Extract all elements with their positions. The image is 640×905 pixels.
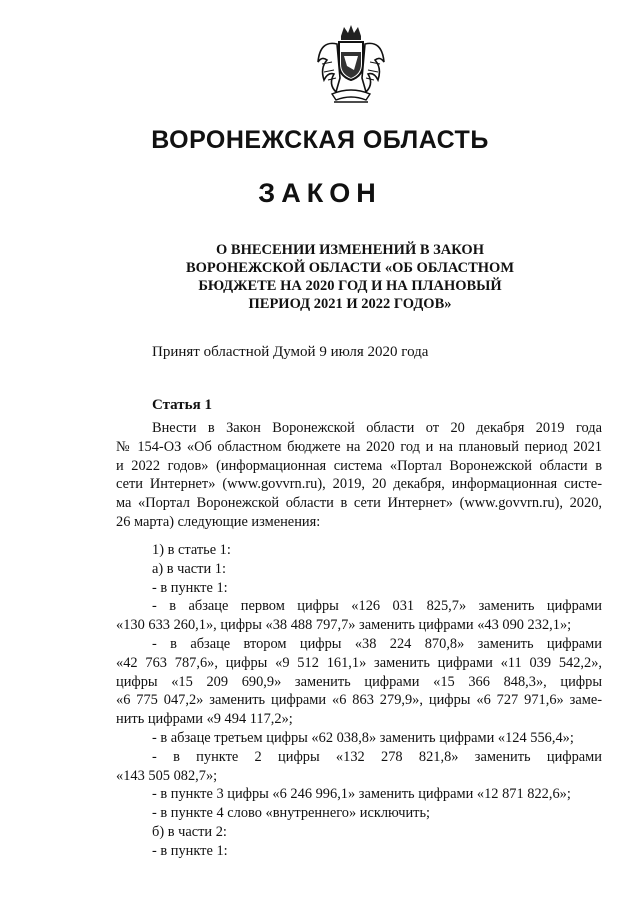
paragraph-line: № 154-ОЗ «Об областном бюджете на 2020 год и на плановый период 2021 xyxy=(116,438,602,455)
amendment-line: «130 633 260,1», цифры «38 488 797,7» заменить цифрами «43 090 232,1»; xyxy=(116,617,572,634)
amendment-line: «42 763 787,6», цифры «9 512 161,1» заменить цифрами «11 039 542,2», xyxy=(116,654,602,671)
article-heading: Статья 1 xyxy=(152,397,212,413)
paragraph-line: 26 марта) следующие изменения: xyxy=(116,513,321,530)
paragraph-line: ма «Портал Воронежской области в сети Интернет» (www.govvrn.ru), 2020, xyxy=(116,495,602,512)
amendment-line: - в пункте 2 цифры «132 278 821,8» заменить цифрами xyxy=(152,748,602,765)
amendment-line: «6 775 047,2» заменить цифрами «6 863 279,9», цифры «6 727 971,6» заме- xyxy=(116,692,602,709)
amendment-line: б) в части 2: xyxy=(152,823,227,840)
amendment-line: «143 505 082,7»; xyxy=(116,767,218,784)
law-name-line: ВОРОНЕЖСКОЙ ОБЛАСТИ «ОБ ОБЛАСТНОМ xyxy=(185,260,515,276)
paragraph-line: Внести в Закон Воронежской области от 20 декабря 2019 года xyxy=(152,420,602,436)
law-name-line: О ВНЕСЕНИИ ИЗМЕНЕНИЙ В ЗАКОН xyxy=(216,242,484,258)
law-name-line: БЮДЖЕТЕ НА 2020 ГОД И НА ПЛАНОВЫЙ xyxy=(198,278,502,294)
amendments-list xyxy=(116,541,602,861)
amendment-line: нить цифрами «9 494 117,2»; xyxy=(116,711,293,728)
paragraph-line: и 2022 годов» (информационная система «Портал Воронежской области в xyxy=(116,457,602,474)
amendment-line: цифры «15 209 690,9» заменить цифрами «15 366 848,3», цифры xyxy=(116,673,602,690)
amendment-line: - в пункте 3 цифры «6 246 996,1» заменить цифрами «12 871 822,6»; xyxy=(152,786,571,803)
article-intro-paragraph xyxy=(116,419,602,532)
amendment-line: - в пункте 4 слово «внутреннего» исключить; xyxy=(152,805,431,822)
adoption-note: Принят областной Думой 9 июля 2020 года xyxy=(152,344,429,360)
amendment-line: 1) в статье 1: xyxy=(152,542,231,558)
region-title: ВОРОНЕЖСКАЯ ОБЛАСТЬ xyxy=(151,126,489,154)
amendment-line: - в абзаце третьем цифры «62 038,8» заменить цифрами «124 556,4»; xyxy=(152,729,574,746)
amendment-line: - в абзаце первом цифры «126 031 825,7» заменить цифрами xyxy=(152,598,602,615)
law-name-line: ПЕРИОД 2021 И 2022 ГОДОВ» xyxy=(248,296,452,312)
amendment-line: - в пункте 1: xyxy=(152,842,228,859)
amendment-line: - в пункте 1: xyxy=(152,579,228,596)
law-name xyxy=(160,241,540,313)
amendment-line: - в абзаце втором цифры «38 224 870,8» заменить цифрами xyxy=(152,635,602,652)
paragraph-line: сети Интернет» (www.govvrn.ru), 2019, 20 декабря, информационная систе- xyxy=(116,476,602,493)
coat-of-arms-icon xyxy=(314,22,388,110)
document-type-title: ЗАКОН xyxy=(258,178,382,208)
amendment-line: а) в части 1: xyxy=(152,560,226,577)
